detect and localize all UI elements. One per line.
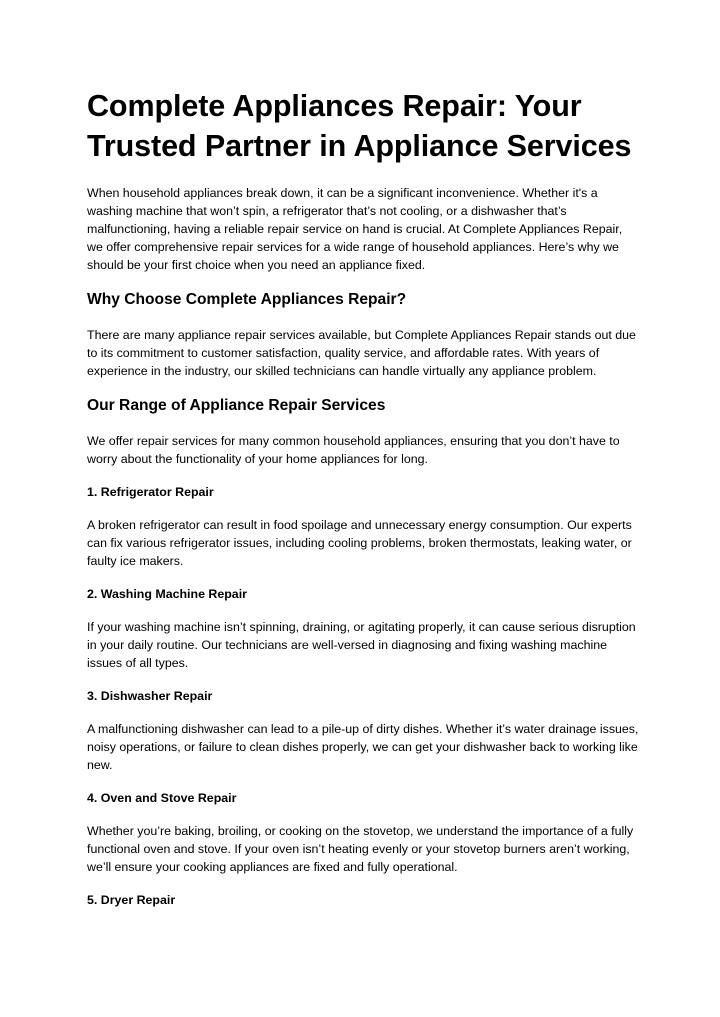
services-range-paragraph: We offer repair services for many common household appliances, ensuring that you don’t have to worry about the functionality of your home appliances for long. — [87, 434, 620, 466]
why-choose-paragraph: There are many appliance repair services available, but Complete Appliances Repair stands out due to its commitment to customer satisfaction, quality service, and affordable rates. With years of experience in the industry, our skilled technicians can handle virtually any appliance problem. — [87, 328, 636, 378]
why-choose-heading: Why Choose Complete Appliances Repair? — [87, 291, 407, 308]
oven-stove-repair-paragraph: Whether you’re baking, broiling, or cooking on the stovetop, we understand the importance of a fully functional oven and stove. If your oven isn’t heating evenly or your stovetop burners aren’t working, we’ll ensure your cooking appliances are fixed and fully operational. — [87, 824, 634, 874]
document-page — [87, 86, 639, 924]
dryer-repair-heading: 5. Dryer Repair — [87, 893, 176, 907]
refrigerator-repair-paragraph: A broken refrigerator can result in food spoilage and unnecessary energy consumption. Our experts can fix various refrigerator issues, including cooling problems, broken thermostats, leaking water, or faulty ice makers. — [87, 518, 632, 568]
services-range-heading: Our Range of Appliance Repair Services — [87, 397, 386, 414]
refrigerator-repair-heading: 1. Refrigerator Repair — [87, 485, 214, 499]
dishwasher-repair-paragraph: A malfunctioning dishwasher can lead to a pile-up of dirty dishes. Whether it’s water drainage issues, noisy operations, or failure to clean dishes properly, we can get your dishwasher back to working like new. — [87, 722, 639, 772]
washing-machine-repair-heading: 2. Washing Machine Repair — [87, 587, 247, 601]
dishwasher-repair-heading: 3. Dishwasher Repair — [87, 689, 213, 703]
intro-paragraph: When household appliances break down, it can be a significant inconvenience. Whether it's a washing machine that won’t spin, a refrigerator that’s not cooling, or a dishwasher that’s malfunctioning, having a reliable repair service on hand is crucial. At Complete Appliances Repair, we offer comprehensive repair services for a wide range of household appliances. Here’s why we should be your first choice when you need an appliance fixed. — [87, 186, 623, 272]
oven-stove-repair-heading: 4. Oven and Stove Repair — [87, 791, 237, 805]
page-title: Complete Appliances Repair: Your Trusted Partner in Appliance Services — [87, 89, 632, 163]
washing-machine-repair-paragraph: If your washing machine isn’t spinning, draining, or agitating properly, it can cause serious disruption in your daily routine. Our technicians are well-versed in diagnosing and fixing washing machine issues of all types. — [87, 620, 636, 670]
